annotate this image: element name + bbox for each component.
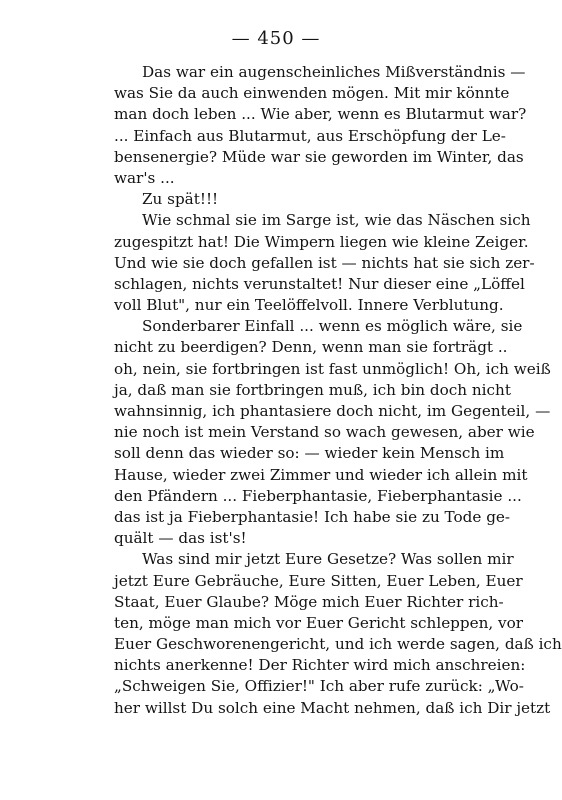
text-line: Zu spät!!! <box>142 190 219 209</box>
text-line: man doch leben ... Wie aber, wenn es Blutarmut war? <box>114 105 527 124</box>
text-line: was Sie da auch einwenden mögen. Mit mir könnte <box>114 84 510 103</box>
text-line: her willst Du solch eine Macht nehmen, daß ich Dir jetzt <box>114 698 551 717</box>
text-line: Was sind mir jetzt Eure Gesetze? Was sollen mir <box>142 550 514 569</box>
text-line: Und wie sie doch gefallen ist — nichts hat sie sich zer- <box>114 253 535 272</box>
text-line: Wie schmal sie im Sarge ist, wie das Näschen sich <box>142 211 531 230</box>
text-line: Das war ein augenscheinliches Mißverständnis — <box>142 63 526 81</box>
text-line: zugespitzt hat! Die Wimpern liegen wie kleine Zeiger. <box>114 232 529 251</box>
text-line: nie noch ist mein Verstand so wach gewesen, aber wie <box>114 423 535 442</box>
text-line: nicht zu beerdigen? Denn, wenn man sie forträgt .. <box>114 338 508 357</box>
text-line: nichts anerkenne! Der Richter wird mich anschreien: <box>114 656 526 675</box>
text-line: oh, nein, sie fortbringen ist fast unmöglich! Oh, ich weiß <box>114 359 551 378</box>
text-line: Sonderbarer Einfall ... wenn es möglich wäre, sie <box>142 317 523 336</box>
body-text <box>114 62 562 719</box>
text-line: „Schweigen Sie, Offizier!" Ich aber rufe zurück: „Wo- <box>114 677 524 696</box>
text-line: quält — das ist's! <box>114 529 247 548</box>
text-line: ... Einfach aus Blutarmut, aus Erschöpfung der Le- <box>114 126 506 145</box>
text-line: Euer Geschworenengericht, und ich werde sagen, daß ich <box>114 635 562 654</box>
text-line: schlagen, nichts verunstaltet! Nur dieser eine „Löffel <box>114 274 525 293</box>
page-number: — 450 — <box>231 28 321 49</box>
text-line: wahnsinnig, ich phantasiere doch nicht, im Gegenteil, — <box>114 402 551 420</box>
text-line: Hause, wieder zwei Zimmer und wieder ich allein mit <box>114 465 528 484</box>
text-line: soll denn das wieder so: — wieder kein Mensch im <box>114 444 505 463</box>
text-line: Staat, Euer Glaube? Möge mich Euer Richter rich- <box>114 592 504 611</box>
text-line: das ist ja Fieberphantasie! Ich habe sie zu Tode ge- <box>114 507 511 526</box>
text-line: ja, daß man sie fortbringen muß, ich bin doch nicht <box>114 380 511 399</box>
text-line: jetzt Eure Gebräuche, Eure Sitten, Euer Leben, Euer <box>114 571 523 590</box>
text-line: voll Blut", nur ein Teelöffelvoll. Innere Verblutung. <box>114 296 504 315</box>
text-line: bensenergie? Müde war sie geworden im Winter, das <box>114 147 524 166</box>
text-line: war's ... <box>114 168 175 187</box>
text-line: den Pfändern ... Fieberphantasie, Fieberphantasie ... <box>114 486 522 505</box>
text-line: ten, möge man mich vor Euer Gericht schleppen, vor <box>114 613 524 632</box>
